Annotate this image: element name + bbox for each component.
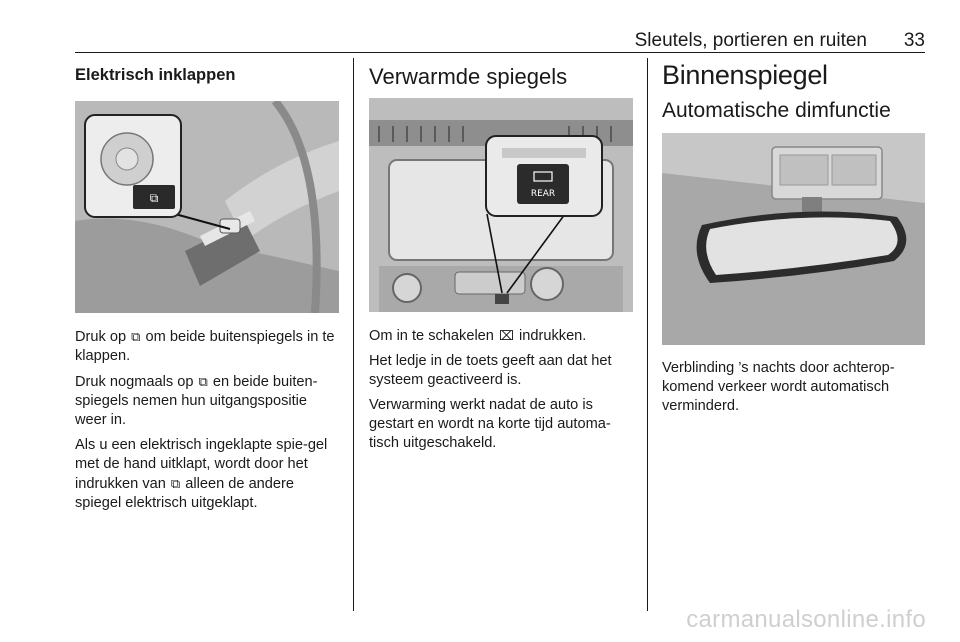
- figure-interior-mirror: [662, 133, 925, 345]
- paragraph: Verwarming werkt nadat de auto is gestart en wordt na korte tijd automa-tisch uitgeschakeld.: [369, 397, 611, 451]
- paragraph: Als u een elektrisch ingeklapte spie-gel met de hand uitklapt, wordt door het indrukken van ⧉ alleen de andere spiegel elektrisch uitgeklapt.: [75, 437, 328, 511]
- figure-rear-heater-button: [369, 98, 633, 312]
- paragraph: Verblinding ’s nachts door achterop-komend verkeer wordt automatisch verminderd.: [662, 360, 895, 414]
- running-header: [75, 26, 925, 53]
- chapter-title: Sleutels, portieren en ruiten: [634, 30, 867, 51]
- rear-defrost-icon: ⌧: [498, 328, 514, 343]
- paragraph: Druk nogmaals op ⧉ en beide buiten-spiegels nemen hun uitgangspositie weer in.: [75, 374, 318, 428]
- column-divider: [647, 58, 648, 611]
- mirror-fold-icon: ⧉: [131, 329, 141, 344]
- column-divider: [353, 58, 354, 611]
- rear-button-label: REAR: [530, 189, 556, 199]
- column-heated-mirrors: [369, 60, 633, 459]
- chapter-heading: Binnenspiegel: [662, 60, 828, 90]
- page-number: 33: [903, 30, 925, 51]
- mirror-fold-icon: ⧉: [198, 374, 208, 389]
- column-interior-mirror: [662, 60, 926, 422]
- figure-mirror-fold-switch: [75, 101, 339, 313]
- fold-symbol-icon: ⧉: [149, 191, 159, 205]
- column-electric-folding: [75, 60, 339, 519]
- paragraph: Druk op ⧉ om beide buitenspiegels in te klappen.: [75, 329, 335, 364]
- paragraph: Om in te schakelen ⌧ indrukken.: [369, 328, 587, 344]
- watermark: carmanualsonline.info: [686, 606, 926, 633]
- paragraph: Het ledje in de toets geeft aan dat het systeem geactiveerd is.: [369, 353, 612, 388]
- section-heading: Automatische dimfunctie: [662, 99, 891, 122]
- section-heading: Elektrisch inklappen: [75, 66, 236, 84]
- section-heading: Verwarmde spiegels: [369, 64, 568, 89]
- mirror-fold-icon: ⧉: [170, 476, 181, 491]
